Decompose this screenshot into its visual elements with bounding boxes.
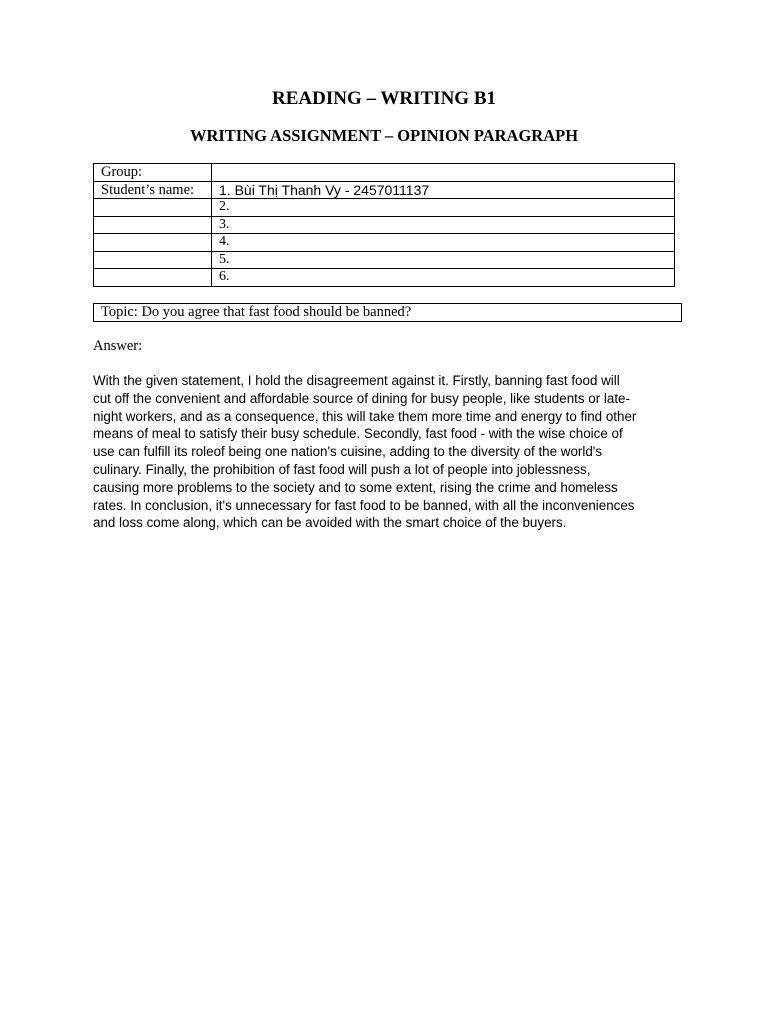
student-entry: 4.	[212, 234, 675, 252]
document-subtitle: WRITING ASSIGNMENT – OPINION PARAGRAPH	[189, 126, 579, 145]
answer-line: means of meal to satisfy their busy schedule. Secondly, fast food - with the wise choice of	[93, 426, 623, 442]
student-entry: 3.	[212, 216, 675, 234]
table-row	[94, 234, 675, 252]
empty-label-cell	[94, 216, 212, 234]
table-row	[94, 164, 675, 182]
answer-line: and loss come along, which can be avoided with the smart choice of the buyers.	[93, 515, 567, 531]
group-label: Group:	[94, 164, 212, 182]
answer-line: use can fulfill its roleof being one nation's cuisine, adding to the diversity of the world's	[93, 444, 603, 460]
student-entry: 5.	[212, 251, 675, 269]
table-row	[94, 199, 675, 217]
table-row	[94, 251, 675, 269]
answer-line: night workers, and as a consequence, this will take them more time and energy to find other	[93, 408, 637, 424]
table-row	[94, 216, 675, 234]
student-entry: 1. Bùi Thị Thanh Vy - 2457011137	[212, 181, 675, 199]
answer-line: With the given statement, I hold the disagreement against it. Firstly, banning fast food will	[93, 373, 620, 388]
table-row	[94, 181, 675, 199]
answer-line: rates. In conclusion, it's unnecessary for fast food to be banned, with all the inconveniences	[93, 497, 635, 513]
answer-line: causing more problems to the society and to some extent, rising the crime and homeless	[93, 479, 618, 495]
group-info-table	[93, 163, 675, 287]
answer-line: cut off the convenient and affordable source of dining for busy people, like students or late-	[93, 390, 630, 406]
student-name-label: Student’s name:	[94, 181, 212, 199]
empty-label-cell	[94, 251, 212, 269]
empty-label-cell	[94, 269, 212, 287]
empty-label-cell	[94, 234, 212, 252]
table-row	[94, 269, 675, 287]
answer-paragraph	[93, 372, 675, 532]
answer-label: Answer:	[93, 338, 143, 354]
group-value	[212, 164, 675, 182]
student-entry: 2.	[212, 199, 675, 217]
topic-box: Topic: Do you agree that fast food should be banned?	[93, 303, 682, 322]
empty-label-cell	[94, 199, 212, 217]
document-title: READING – WRITING B1	[272, 88, 496, 109]
student-entry: 6.	[212, 269, 675, 287]
answer-line: culinary. Finally, the prohibition of fast food will push a lot of people into joblessness,	[93, 461, 591, 477]
